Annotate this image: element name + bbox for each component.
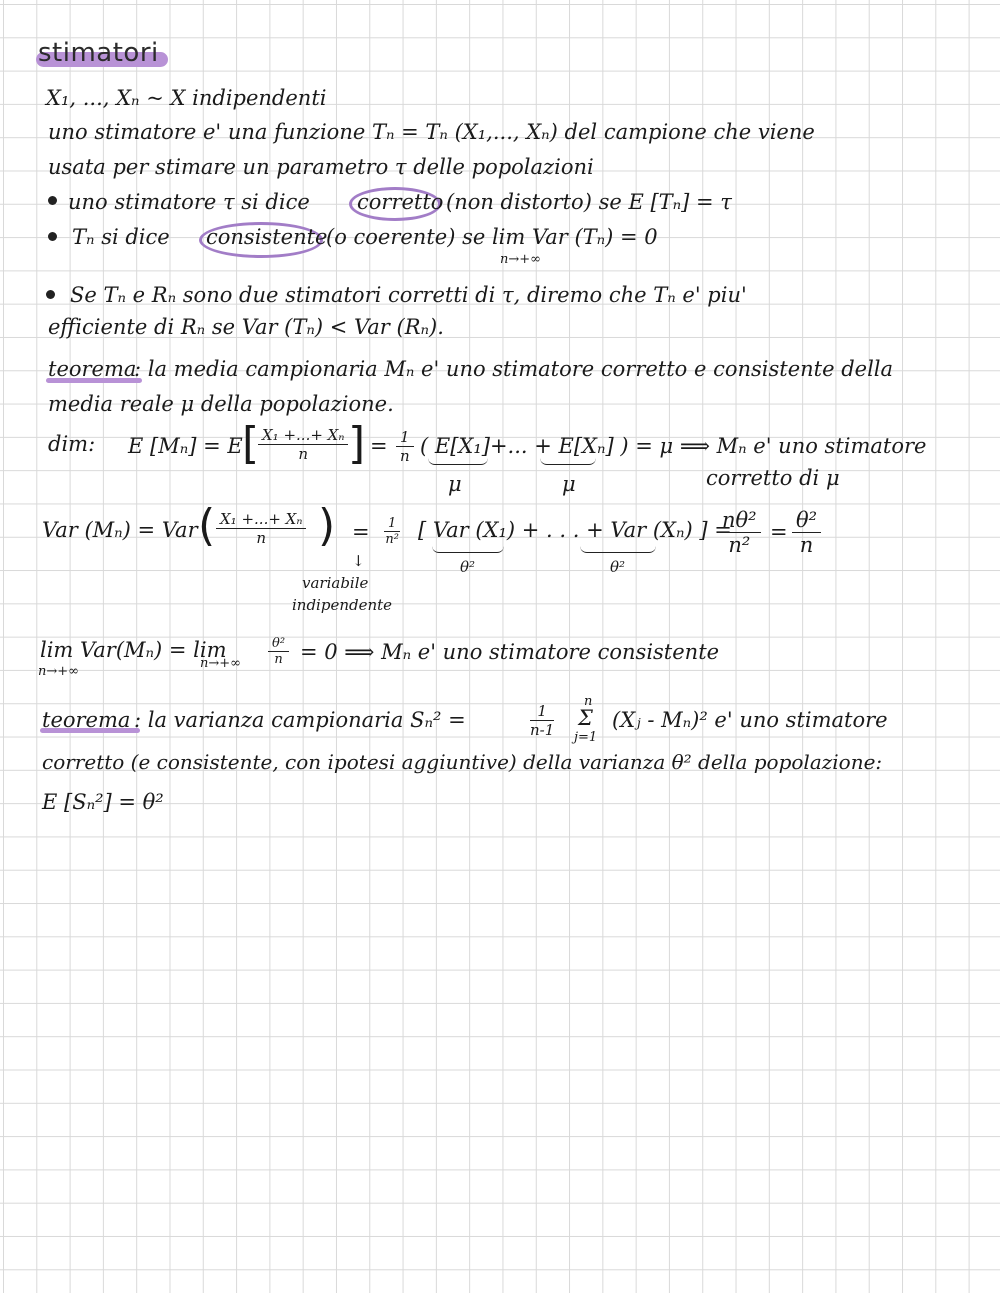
limit-fraction-num: θ² <box>268 636 289 652</box>
proof-fraction-num: X₁ +...+ Xₙ <box>258 426 348 445</box>
bullet-2-text-b: (o coerente) se lim Var (Tₙ) = 0 <box>326 225 658 249</box>
variance-result-1 <box>718 508 761 557</box>
variance-result-1-num: nθ² <box>718 508 761 533</box>
theorem-2-fraction-num: 1 <box>530 702 554 721</box>
limit-fraction-body <box>268 636 289 667</box>
word-consistente: consistente <box>206 225 328 249</box>
theorem-1-label: teorema <box>48 357 137 381</box>
variance-eq: = <box>352 520 370 544</box>
theorem-1-text-a: : la media campionaria Mₙ e' uno stimatore corretto e consistente della <box>134 357 894 381</box>
proof-expectation-c: corretto di μ <box>706 466 840 490</box>
word-corretto: corretto <box>357 190 444 214</box>
brace-3 <box>432 546 504 553</box>
variance-one-over-n2-den: n² <box>385 532 399 547</box>
variance-result-2 <box>792 508 821 557</box>
variance-result-eq: = <box>770 520 788 544</box>
variance-note-1: variabile <box>302 574 369 592</box>
limit-sub-1: n→+∞ <box>38 664 79 679</box>
variance-result-1-den: n² <box>728 533 751 557</box>
variance-result-2-num: θ² <box>792 508 821 533</box>
variance-result-2-body <box>792 508 821 557</box>
brace-2-mu: μ <box>562 472 576 496</box>
variance-fraction <box>216 510 306 547</box>
proof-fraction <box>258 426 348 463</box>
bullet-3-dot <box>46 290 55 299</box>
bullet-2-limit-sub: n→+∞ <box>500 252 541 267</box>
proof-one-over-n-num: 1 <box>396 428 414 447</box>
right-bracket: ] <box>348 418 366 469</box>
theorem-2-text-d: E [Sₙ²] = θ² <box>42 790 164 814</box>
theorem-2-fraction <box>530 702 554 739</box>
brace-4-theta: θ² <box>610 558 626 576</box>
theorem-2-label: teorema <box>42 708 131 732</box>
variance-one-over-n2-num: 1 <box>384 516 400 532</box>
brace-4 <box>580 546 656 553</box>
variance-fraction-body <box>216 510 306 547</box>
bullet-2-dot <box>48 232 57 241</box>
proof-fraction-den: n <box>298 445 309 463</box>
variance-b: [ Var (X₁) + . . . + Var (Xₙ) ] = <box>418 518 732 542</box>
limit-fraction <box>268 636 289 667</box>
bullet-3-text-b: efficiente di Rₙ se Var (Tₙ) < Var (Rₙ). <box>48 315 444 339</box>
variance-a: Var (Mₙ) = Var <box>42 518 198 542</box>
left-bracket: [ <box>242 418 260 469</box>
limit-fraction-den: n <box>274 652 283 667</box>
brace-3-theta: θ² <box>460 558 476 576</box>
proof-expectation-b: ( E[X₁]+... + E[Xₙ] ) = μ ⟹ Mₙ e' uno stimatore <box>420 434 927 458</box>
theorem-2-fraction-body <box>530 702 554 739</box>
right-paren: ) <box>318 500 336 551</box>
bullet-1-dot <box>48 196 57 205</box>
variance-note-2: indipendente <box>292 596 393 614</box>
theorem-1-text-b: media reale μ della popolazione. <box>48 392 394 416</box>
definition-line-1: uno stimatore e' una funzione Tₙ = Tₙ (X₁,..., Xₙ) del campione che viene <box>48 120 815 144</box>
down-arrow: ↓ <box>352 552 365 570</box>
bullet-2-text-a: Tₙ si dice <box>72 225 170 249</box>
definition-line-2: usata per stimare un parametro τ delle popolazioni <box>48 155 594 179</box>
bullet-1-text-b: (non distorto) se E [Tₙ] = τ <box>446 190 732 214</box>
page-title: stimatori <box>38 38 159 68</box>
proof-one-over-n-den: n <box>399 447 410 465</box>
brace-1-mu: μ <box>448 472 462 496</box>
proof-expectation-a: E [Mₙ] = E <box>128 434 243 458</box>
theorem-2-fraction-den: n-1 <box>530 721 555 739</box>
variance-one-over-n2 <box>384 516 400 547</box>
proof-fraction-body <box>258 426 348 463</box>
theorem-2-text-a: : la varianza campionaria Sₙ² = <box>134 708 466 732</box>
variance-fraction-den: n <box>256 529 267 547</box>
brace-2 <box>540 458 596 465</box>
bullet-3-text-a: Se Tₙ e Rₙ sono due stimatori corretti di τ, diremo che Tₙ e' piu' <box>70 283 747 307</box>
limit-sub-2: n→+∞ <box>200 656 241 671</box>
brace-1 <box>428 458 488 465</box>
variance-fraction-num: X₁ +...+ Xₙ <box>216 510 306 529</box>
theorem-2-text-b: (Xⱼ - Mₙ)² e' uno stimatore <box>612 708 888 732</box>
variance-result-1-body <box>718 508 761 557</box>
theorem-2-text-c: corretto (e consistente, con ipotesi aggiuntive) della varianza θ² della popolazione: <box>42 750 883 774</box>
sum-symbol: Σ <box>578 706 593 730</box>
proof-one-over-n-body <box>396 428 414 465</box>
proof-label: dim: <box>48 432 96 456</box>
sum-bottom: j=1 <box>574 730 598 745</box>
variance-result-2-den: n <box>799 533 814 557</box>
proof-eq: = <box>370 434 388 458</box>
sum-top: n <box>584 694 593 709</box>
limit-b: = 0 ⟹ Mₙ e' uno stimatore consistente <box>300 640 720 664</box>
proof-one-over-n <box>396 428 414 465</box>
intro-line: X₁, ..., Xₙ ~ X indipendenti <box>46 86 327 110</box>
left-paren: ( <box>198 500 216 551</box>
limit-a: lim Var(Mₙ) = lim <box>40 638 227 662</box>
bullet-1-text-a: uno stimatore τ si dice <box>68 190 310 214</box>
variance-one-over-n2-body <box>384 516 400 547</box>
